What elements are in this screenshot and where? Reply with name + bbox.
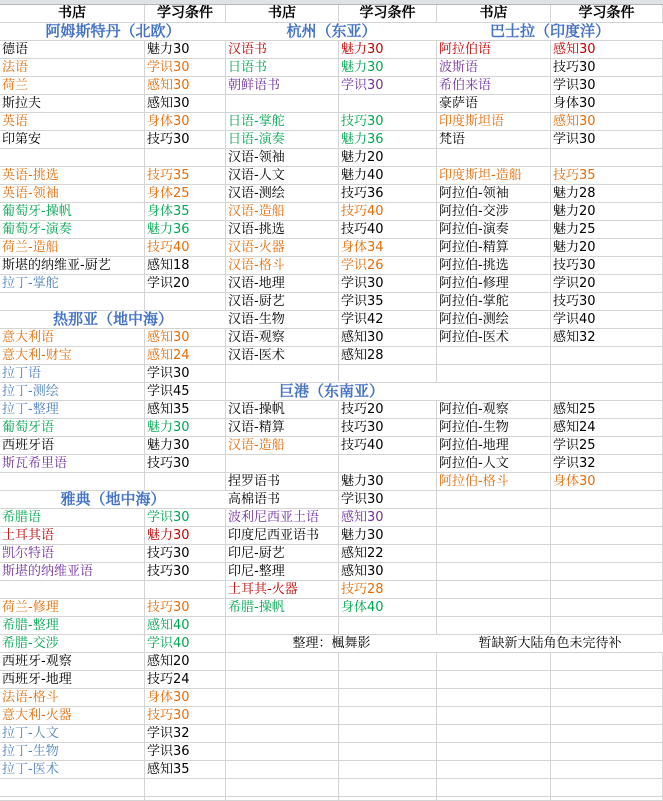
book-cell[interactable]: 西班牙-地理: [0, 671, 145, 689]
empty-cell[interactable]: [437, 527, 551, 545]
empty-cell[interactable]: [226, 743, 339, 761]
requirement-cell[interactable]: 身体35: [145, 203, 226, 221]
book-cell[interactable]: 意大利语: [0, 329, 145, 347]
book-cell[interactable]: 拉丁-掌舵: [0, 275, 145, 293]
requirement-cell[interactable]: 身体30: [145, 689, 226, 707]
requirement-cell[interactable]: 技巧20: [339, 401, 437, 419]
book-cell[interactable]: 法语: [0, 59, 145, 77]
book-cell[interactable]: 斯堪的纳维亚-厨艺: [0, 257, 145, 275]
requirement-cell[interactable]: 魅力30: [145, 419, 226, 437]
empty-cell[interactable]: [437, 149, 551, 167]
credit-note[interactable]: 整理：楓舞影: [226, 635, 437, 653]
requirement-cell[interactable]: 魅力30: [339, 41, 437, 59]
requirement-cell[interactable]: 身体25: [145, 185, 226, 203]
book-cell[interactable]: 波利尼西亚土语: [226, 509, 339, 527]
book-cell[interactable]: 汉语-地理: [226, 275, 339, 293]
book-cell[interactable]: 汉语-领袖: [226, 149, 339, 167]
header-bookstore[interactable]: 书店: [437, 5, 551, 23]
book-cell[interactable]: 阿拉伯-医术: [437, 329, 551, 347]
empty-cell[interactable]: [437, 617, 551, 635]
requirement-cell[interactable]: 身体30: [145, 113, 226, 131]
book-cell[interactable]: 意大利-火器: [0, 707, 145, 725]
requirement-cell[interactable]: 身体30: [551, 95, 663, 113]
empty-cell[interactable]: [145, 581, 226, 599]
empty-cell[interactable]: [339, 653, 437, 671]
empty-cell[interactable]: [437, 383, 551, 401]
requirement-cell[interactable]: 感知30: [339, 563, 437, 581]
book-cell[interactable]: 波斯语: [437, 59, 551, 77]
requirement-cell[interactable]: 学识30: [145, 59, 226, 77]
requirement-cell[interactable]: 魅力30: [145, 41, 226, 59]
book-cell[interactable]: 阿拉伯-交涉: [437, 203, 551, 221]
requirement-cell[interactable]: 学识36: [145, 743, 226, 761]
empty-cell[interactable]: [437, 365, 551, 383]
requirement-cell[interactable]: 学识30: [551, 131, 663, 149]
empty-cell[interactable]: [551, 347, 663, 365]
empty-cell[interactable]: [437, 761, 551, 779]
empty-cell[interactable]: [226, 707, 339, 725]
requirement-cell[interactable]: 技巧36: [339, 185, 437, 203]
requirement-cell[interactable]: 感知25: [551, 401, 663, 419]
empty-cell[interactable]: [437, 347, 551, 365]
book-cell[interactable]: 拉丁-生物: [0, 743, 145, 761]
book-cell[interactable]: 汉语-测绘: [226, 185, 339, 203]
requirement-cell[interactable]: 学识35: [339, 293, 437, 311]
empty-cell[interactable]: [226, 617, 339, 635]
book-cell[interactable]: 拉丁语: [0, 365, 145, 383]
book-cell[interactable]: 希腊语: [0, 509, 145, 527]
book-cell[interactable]: 汉语-火器: [226, 239, 339, 257]
empty-cell[interactable]: [339, 761, 437, 779]
book-cell[interactable]: 英语-领袖: [0, 185, 145, 203]
requirement-cell[interactable]: 感知22: [339, 545, 437, 563]
book-cell[interactable]: 葡萄牙-操帆: [0, 203, 145, 221]
book-cell[interactable]: 斯堪的纳维亚语: [0, 563, 145, 581]
requirement-cell[interactable]: 身体34: [339, 239, 437, 257]
requirement-cell[interactable]: 技巧30: [145, 599, 226, 617]
empty-cell[interactable]: [0, 797, 145, 801]
book-cell[interactable]: 捏罗语书: [226, 473, 339, 491]
book-cell[interactable]: 豪萨语: [437, 95, 551, 113]
empty-cell[interactable]: [339, 95, 437, 113]
book-cell[interactable]: 阿拉伯-格斗: [437, 473, 551, 491]
empty-cell[interactable]: [145, 293, 226, 311]
empty-cell[interactable]: [437, 707, 551, 725]
requirement-cell[interactable]: 学识42: [339, 311, 437, 329]
book-cell[interactable]: 法语-格斗: [0, 689, 145, 707]
requirement-cell[interactable]: 魅力30: [339, 527, 437, 545]
book-cell[interactable]: 斯拉夫: [0, 95, 145, 113]
empty-cell[interactable]: [551, 671, 663, 689]
requirement-cell[interactable]: 技巧40: [339, 437, 437, 455]
requirement-cell[interactable]: 感知30: [551, 113, 663, 131]
empty-cell[interactable]: [226, 761, 339, 779]
empty-cell[interactable]: [339, 707, 437, 725]
requirement-cell[interactable]: 技巧30: [145, 563, 226, 581]
empty-cell[interactable]: [551, 509, 663, 527]
requirement-cell[interactable]: 技巧30: [339, 113, 437, 131]
requirement-cell[interactable]: 技巧30: [145, 131, 226, 149]
requirement-cell[interactable]: 技巧35: [551, 167, 663, 185]
requirement-cell[interactable]: 感知30: [145, 329, 226, 347]
header-bookstore[interactable]: 书店: [226, 5, 339, 23]
requirement-cell[interactable]: 魅力20: [551, 239, 663, 257]
book-cell[interactable]: 日语书: [226, 59, 339, 77]
book-cell[interactable]: 荷兰: [0, 77, 145, 95]
requirement-cell[interactable]: 感知24: [145, 347, 226, 365]
book-cell[interactable]: 意大利-财宝: [0, 347, 145, 365]
empty-cell[interactable]: [226, 689, 339, 707]
book-cell[interactable]: 希伯来语: [437, 77, 551, 95]
requirement-cell[interactable]: 学识20: [551, 275, 663, 293]
requirement-cell[interactable]: 技巧30: [145, 707, 226, 725]
book-cell[interactable]: 汉语-挑选: [226, 221, 339, 239]
empty-cell[interactable]: [437, 797, 551, 801]
empty-cell[interactable]: [145, 797, 226, 801]
empty-cell[interactable]: [339, 725, 437, 743]
empty-cell[interactable]: [437, 509, 551, 527]
book-cell[interactable]: 西班牙语: [0, 437, 145, 455]
requirement-cell[interactable]: 学识30: [339, 491, 437, 509]
empty-cell[interactable]: [0, 779, 145, 797]
empty-cell[interactable]: [339, 797, 437, 801]
empty-cell[interactable]: [437, 689, 551, 707]
empty-cell[interactable]: [437, 671, 551, 689]
empty-cell[interactable]: [339, 779, 437, 797]
requirement-cell[interactable]: 技巧30: [551, 59, 663, 77]
header-requirement[interactable]: 学习条件: [551, 5, 663, 23]
section-title[interactable]: 热那亚（地中海）: [0, 311, 226, 329]
empty-cell[interactable]: [226, 455, 339, 473]
empty-cell[interactable]: [551, 761, 663, 779]
empty-cell[interactable]: [226, 779, 339, 797]
book-cell[interactable]: 汉语-观察: [226, 329, 339, 347]
requirement-cell[interactable]: 感知30: [145, 77, 226, 95]
requirement-cell[interactable]: 技巧28: [339, 581, 437, 599]
section-title[interactable]: 巨港（东南亚）: [226, 383, 437, 401]
book-cell[interactable]: 阿拉伯-生物: [437, 419, 551, 437]
empty-cell[interactable]: [145, 149, 226, 167]
requirement-cell[interactable]: 魅力40: [339, 167, 437, 185]
empty-cell[interactable]: [551, 491, 663, 509]
requirement-cell[interactable]: 感知32: [551, 329, 663, 347]
requirement-cell[interactable]: 学识20: [145, 275, 226, 293]
requirement-cell[interactable]: 学识30: [339, 77, 437, 95]
requirement-cell[interactable]: 学识32: [145, 725, 226, 743]
book-cell[interactable]: 梵语: [437, 131, 551, 149]
empty-cell[interactable]: [551, 365, 663, 383]
book-cell[interactable]: 荷兰-修理: [0, 599, 145, 617]
header-requirement[interactable]: 学习条件: [145, 5, 226, 23]
empty-cell[interactable]: [551, 779, 663, 797]
book-cell[interactable]: 拉丁-测绘: [0, 383, 145, 401]
requirement-cell[interactable]: 学识30: [551, 77, 663, 95]
empty-cell[interactable]: [339, 689, 437, 707]
requirement-cell[interactable]: 学识26: [339, 257, 437, 275]
empty-cell[interactable]: [437, 653, 551, 671]
requirement-cell[interactable]: 感知18: [145, 257, 226, 275]
empty-cell[interactable]: [551, 617, 663, 635]
requirement-cell[interactable]: 感知40: [145, 617, 226, 635]
book-cell[interactable]: 印度斯坦-造船: [437, 167, 551, 185]
book-cell[interactable]: 凯尔特语: [0, 545, 145, 563]
empty-cell[interactable]: [437, 725, 551, 743]
empty-cell[interactable]: [437, 779, 551, 797]
empty-cell[interactable]: [437, 563, 551, 581]
book-cell[interactable]: 阿拉伯-演奏: [437, 221, 551, 239]
requirement-cell[interactable]: 魅力30: [339, 59, 437, 77]
section-title[interactable]: 雅典（地中海）: [0, 491, 226, 509]
empty-cell[interactable]: [437, 743, 551, 761]
book-cell[interactable]: 希腊-整理: [0, 617, 145, 635]
header-bookstore[interactable]: 书店: [0, 5, 145, 23]
requirement-cell[interactable]: 技巧40: [145, 239, 226, 257]
requirement-cell[interactable]: 学识32: [551, 455, 663, 473]
requirement-cell[interactable]: 魅力20: [339, 149, 437, 167]
book-cell[interactable]: 印尼-整理: [226, 563, 339, 581]
requirement-cell[interactable]: 身体30: [551, 473, 663, 491]
book-cell[interactable]: 拉丁-医术: [0, 761, 145, 779]
requirement-cell[interactable]: 感知28: [339, 347, 437, 365]
requirement-cell[interactable]: 技巧30: [339, 419, 437, 437]
empty-cell[interactable]: [437, 491, 551, 509]
requirement-cell[interactable]: 感知35: [145, 401, 226, 419]
book-cell[interactable]: 拉丁-整理: [0, 401, 145, 419]
book-cell[interactable]: 葡萄牙语: [0, 419, 145, 437]
book-cell[interactable]: 葡萄牙-演奏: [0, 221, 145, 239]
empty-cell[interactable]: [551, 545, 663, 563]
book-cell[interactable]: 英语-挑选: [0, 167, 145, 185]
empty-cell[interactable]: [551, 797, 663, 801]
book-cell[interactable]: 汉语-医术: [226, 347, 339, 365]
requirement-cell[interactable]: 学识30: [145, 509, 226, 527]
book-cell[interactable]: 阿拉伯-地理: [437, 437, 551, 455]
book-cell[interactable]: 阿拉伯-观察: [437, 401, 551, 419]
book-cell[interactable]: 阿拉伯语: [437, 41, 551, 59]
requirement-cell[interactable]: 魅力30: [145, 527, 226, 545]
requirement-cell[interactable]: 感知24: [551, 419, 663, 437]
requirement-cell[interactable]: 魅力25: [551, 221, 663, 239]
empty-cell[interactable]: [437, 545, 551, 563]
requirement-cell[interactable]: 学识45: [145, 383, 226, 401]
requirement-cell[interactable]: 感知30: [145, 95, 226, 113]
book-cell[interactable]: 阿拉伯-掌舵: [437, 293, 551, 311]
empty-cell[interactable]: [551, 149, 663, 167]
empty-cell[interactable]: [226, 797, 339, 801]
book-cell[interactable]: 希腊-操帆: [226, 599, 339, 617]
book-cell[interactable]: 汉语-操帆: [226, 401, 339, 419]
book-cell[interactable]: 斯瓦希里语: [0, 455, 145, 473]
requirement-cell[interactable]: 魅力30: [339, 473, 437, 491]
requirement-cell[interactable]: 魅力28: [551, 185, 663, 203]
empty-cell[interactable]: [437, 599, 551, 617]
requirement-cell[interactable]: 技巧30: [551, 257, 663, 275]
requirement-cell[interactable]: 感知30: [551, 41, 663, 59]
book-cell[interactable]: 朝鲜语书: [226, 77, 339, 95]
empty-cell[interactable]: [145, 779, 226, 797]
empty-cell[interactable]: [551, 743, 663, 761]
requirement-cell[interactable]: 魅力36: [339, 131, 437, 149]
requirement-cell[interactable]: 技巧40: [339, 203, 437, 221]
book-cell[interactable]: 印度尼西亚语书: [226, 527, 339, 545]
book-cell[interactable]: 阿拉伯-精算: [437, 239, 551, 257]
empty-cell[interactable]: [0, 149, 145, 167]
book-cell[interactable]: 日语-演奏: [226, 131, 339, 149]
requirement-cell[interactable]: 技巧40: [339, 221, 437, 239]
book-cell[interactable]: 阿拉伯-修理: [437, 275, 551, 293]
section-title[interactable]: 巴士拉（印度洋）: [437, 23, 663, 41]
empty-cell[interactable]: [0, 293, 145, 311]
book-cell[interactable]: 汉语-造船: [226, 203, 339, 221]
book-cell[interactable]: 汉语-人文: [226, 167, 339, 185]
book-cell[interactable]: 英语: [0, 113, 145, 131]
empty-cell[interactable]: [551, 581, 663, 599]
book-cell[interactable]: 西班牙-观察: [0, 653, 145, 671]
requirement-cell[interactable]: 身体40: [339, 599, 437, 617]
empty-cell[interactable]: [551, 707, 663, 725]
requirement-cell[interactable]: 学识40: [145, 635, 226, 653]
empty-cell[interactable]: [339, 743, 437, 761]
header-requirement[interactable]: 学习条件: [339, 5, 437, 23]
book-cell[interactable]: 汉语-厨艺: [226, 293, 339, 311]
book-cell[interactable]: 阿拉伯-领袖: [437, 185, 551, 203]
requirement-cell[interactable]: 感知30: [339, 509, 437, 527]
requirement-cell[interactable]: 感知35: [145, 761, 226, 779]
book-cell[interactable]: 阿拉伯-人文: [437, 455, 551, 473]
requirement-cell[interactable]: 技巧30: [145, 455, 226, 473]
book-cell[interactable]: 汉语-生物: [226, 311, 339, 329]
book-cell[interactable]: 拉丁-人文: [0, 725, 145, 743]
empty-cell[interactable]: [551, 653, 663, 671]
book-cell[interactable]: 阿拉伯-测绘: [437, 311, 551, 329]
empty-cell[interactable]: [551, 725, 663, 743]
book-cell[interactable]: 土耳其-火器: [226, 581, 339, 599]
empty-cell[interactable]: [0, 473, 145, 491]
empty-cell[interactable]: [551, 527, 663, 545]
requirement-cell[interactable]: 学识30: [339, 275, 437, 293]
empty-cell[interactable]: [551, 383, 663, 401]
section-title[interactable]: 阿姆斯特丹（北欧）: [0, 23, 226, 41]
requirement-cell[interactable]: 学识25: [551, 437, 663, 455]
empty-cell[interactable]: [339, 365, 437, 383]
empty-cell[interactable]: [145, 473, 226, 491]
empty-cell[interactable]: [226, 365, 339, 383]
requirement-cell[interactable]: 技巧30: [145, 545, 226, 563]
book-cell[interactable]: 荷兰-造船: [0, 239, 145, 257]
book-cell[interactable]: 印第安: [0, 131, 145, 149]
book-cell[interactable]: 高棉语书: [226, 491, 339, 509]
book-cell[interactable]: 汉语-格斗: [226, 257, 339, 275]
book-cell[interactable]: 汉语书: [226, 41, 339, 59]
requirement-cell[interactable]: 技巧35: [145, 167, 226, 185]
book-cell[interactable]: 汉语-造船: [226, 437, 339, 455]
requirement-cell[interactable]: 魅力36: [145, 221, 226, 239]
empty-cell[interactable]: [551, 563, 663, 581]
section-title[interactable]: 杭州（东亚）: [226, 23, 437, 41]
empty-cell[interactable]: [551, 599, 663, 617]
credit-note[interactable]: 暂缺新大陆角色未完待补: [437, 635, 663, 653]
requirement-cell[interactable]: 魅力30: [145, 437, 226, 455]
empty-cell[interactable]: [339, 617, 437, 635]
book-cell[interactable]: 德语: [0, 41, 145, 59]
requirement-cell[interactable]: 魅力20: [551, 203, 663, 221]
empty-cell[interactable]: [339, 455, 437, 473]
book-cell[interactable]: 汉语-精算: [226, 419, 339, 437]
book-cell[interactable]: 印度斯坦语: [437, 113, 551, 131]
book-cell[interactable]: 日语-掌舵: [226, 113, 339, 131]
empty-cell[interactable]: [226, 95, 339, 113]
requirement-cell[interactable]: 感知30: [339, 329, 437, 347]
requirement-cell[interactable]: 感知20: [145, 653, 226, 671]
requirement-cell[interactable]: 技巧30: [551, 293, 663, 311]
requirement-cell[interactable]: 学识30: [145, 365, 226, 383]
book-cell[interactable]: 土耳其语: [0, 527, 145, 545]
book-cell[interactable]: 阿拉伯-挑选: [437, 257, 551, 275]
book-cell[interactable]: 印尼-厨艺: [226, 545, 339, 563]
empty-cell[interactable]: [226, 653, 339, 671]
empty-cell[interactable]: [226, 725, 339, 743]
requirement-cell[interactable]: 学识40: [551, 311, 663, 329]
empty-cell[interactable]: [339, 671, 437, 689]
empty-cell[interactable]: [0, 581, 145, 599]
requirement-cell[interactable]: 技巧24: [145, 671, 226, 689]
book-cell[interactable]: 希腊-交涉: [0, 635, 145, 653]
empty-cell[interactable]: [226, 671, 339, 689]
empty-cell[interactable]: [551, 689, 663, 707]
empty-cell[interactable]: [437, 581, 551, 599]
